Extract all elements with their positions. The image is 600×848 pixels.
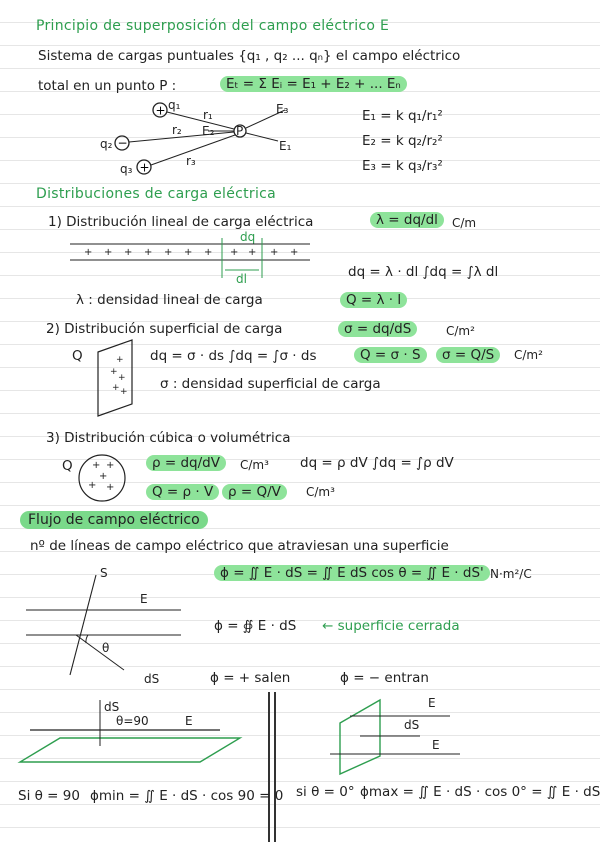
superposition-line-2: total en un punto P : <box>38 78 177 94</box>
volume-unit: C/m³ <box>240 458 269 472</box>
min-label-theta: θ=90 <box>116 714 149 728</box>
superposition-formula: Eₜ = Σ Eᵢ = E₁ + E₂ + ... Eₙ <box>220 76 407 92</box>
eq-e1: E₁ = k q₁/r₁² <box>362 108 443 124</box>
surface-Q: Q = σ · S <box>354 347 427 363</box>
volume-Q: Q = ρ · V <box>146 484 219 500</box>
svg-text:+: + <box>155 103 166 118</box>
svg-text:+: + <box>139 160 150 175</box>
flux-out: ϕ = + salen <box>210 670 291 686</box>
min-flux-eq: ϕmin = ∬ E · dS · cos 90 = 0 <box>90 788 284 804</box>
linear-eq: dq = λ · dl ∫dq = ∫λ dl <box>348 264 499 280</box>
flux-label-E: E <box>140 592 148 606</box>
flux-definition: nº de líneas de campo eléctrico que atraviesan una superficie <box>30 538 449 554</box>
max-flux-diagram <box>320 698 470 776</box>
superposition-line-1: Sistema de cargas puntuales {q₁ , q₂ ... qₙ} el campo eléctrico <box>38 48 461 64</box>
eq-e3: E₃ = k q₃/r₃² <box>362 158 443 174</box>
divider-right <box>274 692 276 842</box>
min-condition: Si θ = 90 <box>18 788 80 804</box>
superposition-diagram <box>100 95 340 180</box>
min-label-dS: dS <box>104 700 120 714</box>
flux-formula: ϕ = ∬ E · dS = ∬ E dS cos θ = ∬ E · dS' <box>214 565 490 581</box>
divider-left <box>268 692 270 842</box>
label-E2: E₂ <box>202 124 215 138</box>
flux-label-S: S <box>100 566 108 580</box>
closed-surface-note: ← superficie cerrada <box>322 618 460 634</box>
section-title-flux: Flujo de campo eléctrico <box>20 511 208 529</box>
section-title-distributions: Distribuciones de carga eléctrica <box>36 186 277 202</box>
linear-unit: C/m <box>452 216 477 230</box>
label-r3: r₃ <box>186 154 196 168</box>
linear-def: λ : densidad lineal de carga <box>76 292 263 308</box>
flux-label-dS: dS <box>144 672 160 686</box>
label-P: P <box>236 124 244 138</box>
label-r2: r₂ <box>172 123 182 137</box>
max-label-dS: dS <box>404 718 420 732</box>
flux-unit: N·m²/C <box>490 567 532 581</box>
dq-label: dq <box>240 230 256 244</box>
max-label-E2: E <box>432 738 440 752</box>
volume-heading: 3) Distribución cúbica o volumétrica <box>46 430 291 446</box>
surface-unit2: C/m² <box>514 348 543 362</box>
volume-unit2: C/m³ <box>306 485 335 499</box>
surface-def: σ : densidad superficial de carga <box>160 376 381 392</box>
min-flux-diagram <box>20 700 260 770</box>
surface-sigma: σ = dq/dS <box>338 321 417 337</box>
linear-heading: 1) Distribución lineal de carga eléctrica <box>48 214 314 230</box>
surface-eq: dq = σ · ds ∫dq = ∫σ · ds <box>150 348 317 364</box>
surface-plate-diagram <box>96 340 136 420</box>
max-label-E1: E <box>428 696 436 710</box>
line-charge-diagram <box>70 238 315 278</box>
surface-Q-label: Q <box>72 348 83 364</box>
max-flux-eq: ϕmax = ∬ E · dS · cos 0° = ∬ E · dS <box>360 784 600 800</box>
volume-sphere-diagram <box>76 452 128 504</box>
surface-unit: C/m² <box>446 324 475 338</box>
linear-lambda: λ = dq/dl <box>370 212 444 228</box>
min-label-E: E <box>185 714 193 728</box>
volume-rho2: ρ = Q/V <box>222 484 287 500</box>
flux-label-theta: θ <box>102 641 110 655</box>
dl-label: dl <box>236 272 247 286</box>
surface-sigma2: σ = Q/S <box>436 347 500 363</box>
label-r1: r₁ <box>203 108 213 122</box>
volume-rho: ρ = dq/dV <box>146 455 226 471</box>
label-q1: q₁ <box>168 98 181 112</box>
svg-text:+++++: + ++ ++ <box>110 355 128 397</box>
label-E3: E₃ <box>276 102 289 116</box>
label-q2: q₂ <box>100 137 113 151</box>
label-E1: E₁ <box>279 139 292 153</box>
flux-in: ϕ = − entran <box>340 670 429 686</box>
svg-text:+++++++++++: + + + + + + + + + + + <box>84 247 299 258</box>
volume-eq: dq = ρ dV ∫dq = ∫ρ dV <box>300 455 454 471</box>
section-title-superposition: Principio de superposición del campo eléctrico E <box>36 18 390 34</box>
eq-e2: E₂ = k q₂/r₂² <box>362 133 443 149</box>
surface-heading: 2) Distribución superficial de carga <box>46 321 283 337</box>
linear-Q: Q = λ · l <box>340 292 407 308</box>
svg-text:+++++: + + + + + <box>88 460 115 493</box>
svg-text:−: − <box>117 136 128 150</box>
flux-surface-diagram <box>26 565 186 685</box>
label-q3: q₃ <box>120 162 133 176</box>
max-condition: si θ = 0° <box>296 784 355 800</box>
closed-flux: ϕ = ∯ E · dS <box>214 618 297 634</box>
volume-Q-label: Q <box>62 458 73 474</box>
